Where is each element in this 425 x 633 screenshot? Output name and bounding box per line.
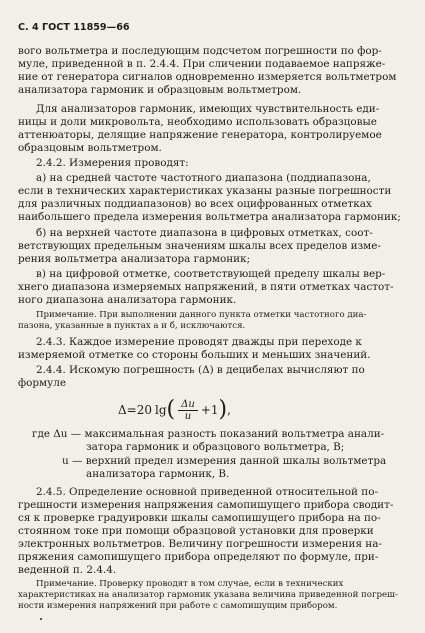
note-2-line-1: Примечание. Проверку проводят в том случае, если в технических [36, 579, 344, 589]
formula-comma: , [227, 403, 231, 417]
para-2-line-1: Для анализаторов гармоник, имеющих чувствительность еди- [36, 103, 380, 115]
note-2-line-2: характеристиках на анализатор гармоник указана величина приведенной погреш- [18, 590, 398, 600]
error-formula [118, 396, 231, 424]
section-2-4-3-line-2: измеряемой отметке со стороны больших и меньших значений. [18, 349, 371, 361]
section-2-4-5-line-7: веденной п. 2.4.4. [18, 564, 117, 576]
formula-plus: + [200, 403, 211, 417]
section-2-4-2: 2.4.2. Измерения проводят: [36, 157, 189, 169]
formula-log: lg [155, 403, 167, 417]
item-v-line-1: в) на цифровой отметке, соответствующей пределу шкалы вер- [36, 268, 386, 280]
page-header: С. 4 ГОСТ 11859—66 [18, 22, 130, 33]
item-a-line-4: наибольшего предела измерения вольтметра анализатора гармоник; [18, 211, 401, 223]
para-1-line-2: муле, приведенной в п. 2.4.4. При сличении подаваемое напряже- [18, 58, 386, 70]
where-line-4: анализатора гармоник, В. [86, 468, 230, 480]
section-2-4-3-line-1: 2.4.3. Каждое измерение проводят дважды при переходе к [36, 336, 362, 348]
formula-equals: = [126, 403, 137, 417]
note-2-line-3: ности измерения напряжений при работе с самопишущим прибором. [18, 601, 338, 611]
note-1-line-2: пазона, указанные в пунктах а и б, исключаются. [18, 321, 246, 331]
para-2-line-3: аттенюаторы, делящие напряжение генератора, контролируемое [18, 129, 382, 141]
formula-numerator: Δu [178, 399, 198, 411]
item-a-line-3: для различных поддиапазонов) во всех оцифрованных отметках [18, 198, 372, 210]
section-2-4-5-line-2: грешности измерения напряжения самопишущего прибора сводит- [18, 499, 394, 511]
where-line-1: где Δu — максимальная разность показаний вольтметра анали- [32, 428, 385, 440]
scan-speck [40, 618, 42, 620]
formula-fraction [178, 399, 198, 422]
item-a-line-2: если в технических характеристиках указаны разные погрешности [18, 185, 392, 197]
formula-paren-open: ( [166, 397, 176, 422]
item-a-line-1: а) на средней частоте частотного диапазона (поддиапазона, [36, 172, 371, 184]
para-1-line-1: вого вольтметра и последующим подсчетом погрешности по фор- [18, 45, 382, 57]
where-line-3: u — верхний предел измерения данной шкалы вольтметра [62, 455, 387, 467]
item-b-line-1: б) на верхней частоте диапазона в цифровых отметках, соот- [36, 227, 373, 239]
section-2-4-5-line-3: ся к проверке градуировки шкалы самопишущего прибора на по- [18, 512, 381, 524]
note-1-line-1: Примечание. При выполнении данного пункта отметки частотного диа- [36, 310, 367, 320]
formula-denominator: u [184, 410, 192, 422]
formula-coefficient: 20 [136, 403, 153, 417]
formula-delta: Δ [118, 403, 127, 417]
item-v-line-3: ного диапазона анализатора гармоник. [18, 294, 237, 306]
item-b-line-3: рения вольтметра анализатора гармоник; [18, 253, 251, 265]
section-2-4-4-line-1: 2.4.4. Искомую погрешность (Δ) в децибелах вычисляют по [36, 364, 365, 376]
para-1-line-3: ние от генератора сигналов одновременно измеряется вольтметром [18, 71, 397, 83]
formula-one: 1 [210, 403, 219, 417]
section-2-4-5-line-5: электронных вольтметров. Величину погрешности измерения на- [18, 538, 382, 550]
para-2-line-4: образцовым вольтметром. [18, 142, 162, 154]
para-2-line-2: ницы и доли микровольта, необходимо использовать образцовые [18, 116, 377, 128]
para-1-line-4: анализатора гармоник и образцовым вольтметром. [18, 84, 302, 96]
section-2-4-5-line-6: пряжения самопишущего прибора определяют по формуле, при- [18, 551, 379, 563]
section-2-4-5-line-1: 2.4.5. Определение основной приведенной относительной по- [36, 486, 378, 498]
item-b-line-2: ветствующих предельным значениям шкалы всех пределов изме- [18, 240, 381, 252]
section-2-4-5-line-4: стоянном токе при помощи образцовой установки для проверки [18, 525, 374, 537]
item-v-line-2: хнего диапазона измеряемых напряжений, в пяти отметках частот- [18, 281, 394, 293]
where-line-2: заторa гармоник и образцового вольтметра, В; [86, 441, 345, 453]
formula-paren-close: ) [218, 397, 228, 422]
section-2-4-4-line-2: формуле [18, 377, 66, 389]
